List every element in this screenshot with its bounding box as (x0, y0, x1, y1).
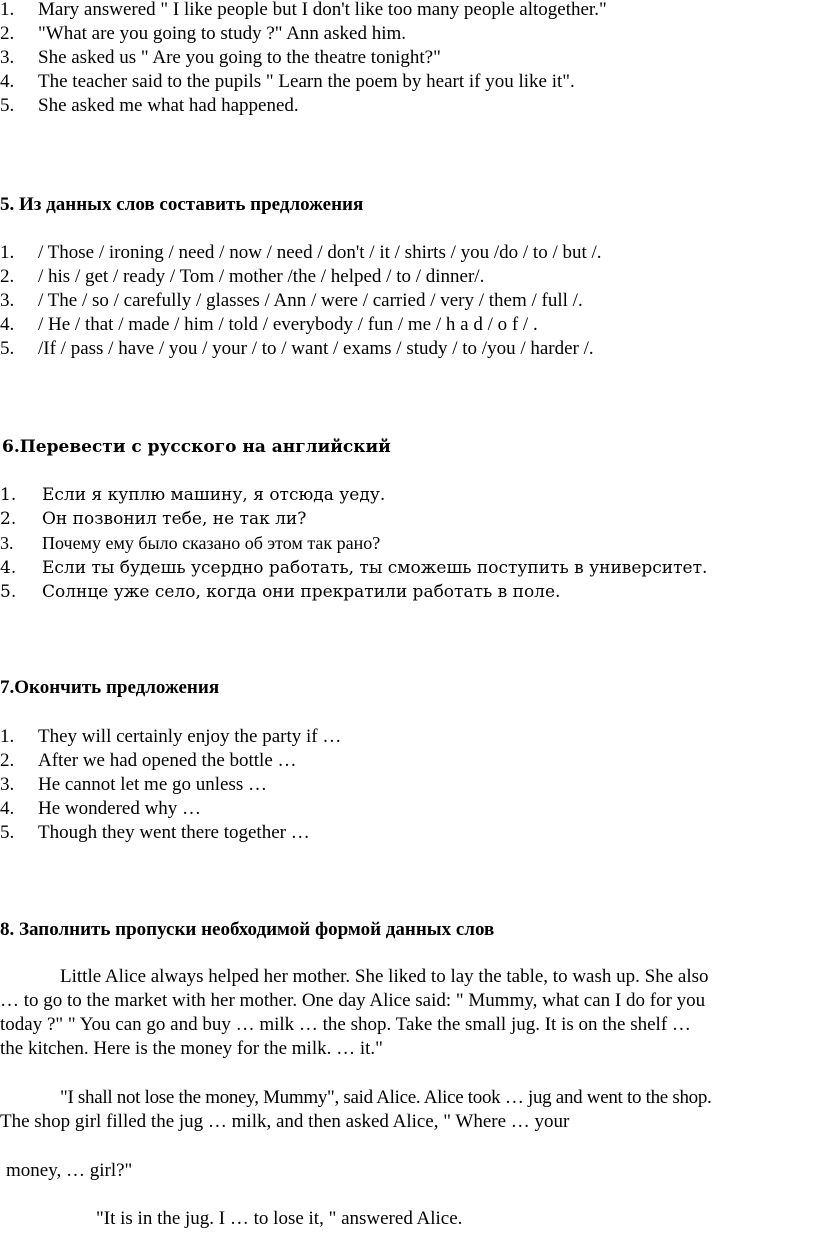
item-number: 5. (0, 338, 15, 359)
item-text: He wondered why … (38, 798, 202, 819)
item-text: / Those / ironing / need / now / need / don't / it / shirts / you /do / to / but /. (38, 242, 602, 263)
item-text: He cannot let me go unless … (38, 774, 268, 795)
item-number: 3. (0, 533, 14, 553)
item-number: 5. (0, 822, 15, 843)
section7-heading: 7.Окончить предложения (0, 677, 220, 698)
item-text: The teacher said to the pupils " Learn the poem by heart if you like it". (38, 71, 575, 92)
item-text: Почему ему было сказано об этом так рано? (42, 533, 381, 553)
paragraph-line: "I shall not lose the money, Mummy", said Alice. Alice took … jug and went to the shop. (60, 1087, 712, 1108)
item-number: 2. (0, 266, 15, 287)
section8-heading: 8. Заполнить пропуски необходимой формой данных слов (0, 919, 495, 940)
item-text: After we had opened the bottle … (38, 750, 297, 771)
item-number: 1. (0, 0, 15, 20)
section5-heading: 5. Из данных слов составить предложения (0, 194, 364, 215)
item-number: 3. (0, 47, 15, 68)
item-number: 3. (0, 774, 15, 795)
item-number: 5. (0, 95, 15, 116)
item-text: Если я куплю машину, я отсюда уеду. (42, 485, 386, 505)
item-text: Though they went there together … (38, 822, 310, 843)
item-number: 1. (0, 242, 15, 263)
paragraph-line: … to go to the market with her mother. One day Alice said: " Mummy, what can I do for you (0, 990, 706, 1011)
item-number: 4. (0, 798, 15, 819)
section6-heading: 6.Перевести с русского на английский (2, 437, 391, 457)
item-text: Он позвонил тебе, не так ли? (42, 509, 307, 529)
item-number: 2. (0, 23, 15, 44)
item-text: / The / so / carefully / glasses / Ann / were / carried / very / them / full /. (38, 290, 583, 311)
item-number: 4. (0, 71, 15, 92)
item-number: 5. (0, 582, 17, 602)
paragraph-line: Little Alice always helped her mother. She liked to lay the table, to wash up. She also (60, 966, 709, 987)
item-text: / his / get / ready / Tom / mother /the / helped / to / dinner/. (38, 266, 485, 287)
item-text: Солнце уже село, когда они прекратили работать в поле. (42, 582, 561, 602)
item-text: Mary answered " I like people but I don't like too many people altogether." (38, 0, 607, 20)
item-number: 2. (0, 750, 15, 771)
item-number: 3. (0, 290, 15, 311)
paragraph-line: the kitchen. Here is the money for the milk. … it." (0, 1038, 383, 1059)
item-number: 1. (0, 485, 17, 505)
item-number: 2. (0, 509, 17, 529)
item-text: / He / that / made / him / told / everybody / fun / me / h a d / o f / . (38, 314, 538, 335)
item-text: Если ты будешь усердно работать, ты сможешь поступить в университет. (42, 558, 708, 578)
paragraph-line: "It is in the jug. I … to lose it, " answered Alice. (96, 1208, 463, 1229)
item-number: 4. (0, 314, 15, 335)
paragraph-line: money, … girl?" (6, 1160, 133, 1181)
item-text: They will certainly enjoy the party if … (38, 726, 342, 747)
item-number: 4. (0, 558, 17, 578)
item-number: 1. (0, 726, 15, 747)
paragraph-line: The shop girl filled the jug … milk, and then asked Alice, " Where … your (0, 1111, 570, 1132)
item-text: "What are you going to study ?" Ann asked him. (38, 23, 407, 44)
item-text: /If / pass / have / you / your / to / want / exams / study / to /you / harder /. (38, 338, 594, 359)
item-text: She asked me what had happened. (38, 95, 299, 116)
item-text: She asked us " Are you going to the theatre tonight?" (38, 47, 441, 68)
paragraph-line: today ?" " You can go and buy … milk … the shop. Take the small jug. It is on the shelf … (0, 1014, 691, 1035)
